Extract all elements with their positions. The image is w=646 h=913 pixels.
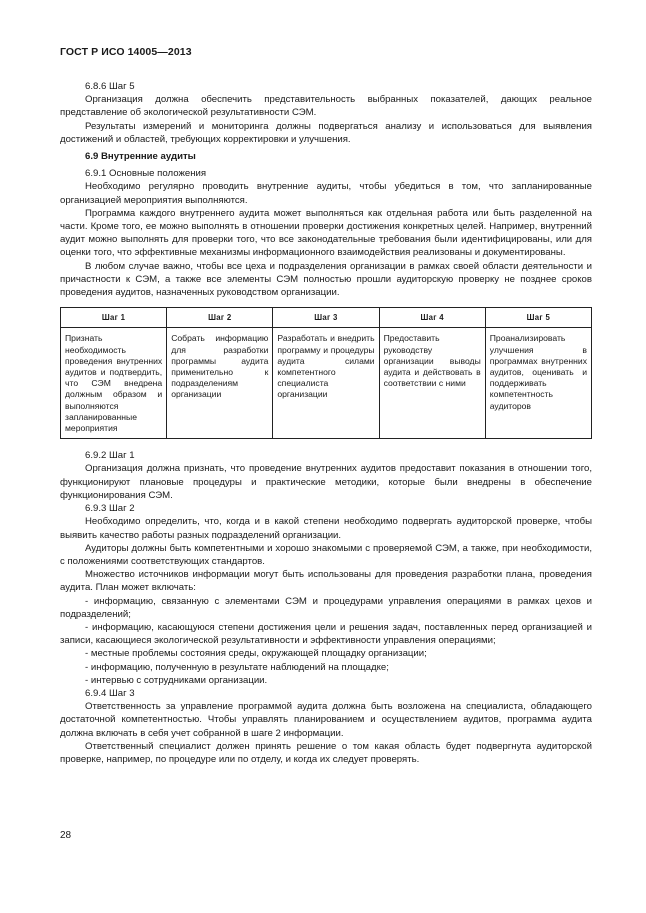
page-number: 28 <box>60 830 72 841</box>
table-cell-step-1: Признать необходимость проведения внутренних аудитов и подтвердить, что СЭМ внедрена должным образом и выполняются запланированные мероприятия <box>61 333 167 438</box>
list-item: - информацию, полученную в результате наблюдений на площадке; <box>85 661 389 673</box>
table-header-step-3: Шаг 3 <box>273 308 379 328</box>
list-item: - местные проблемы состояния среды, окружающей площадку организации; <box>85 648 427 660</box>
document-header: ГОСТ Р ИСО 14005—2013 <box>60 46 192 58</box>
list-item: - информацию, касающуюся степени достижения цели и решения задач, поставленных перед организацией и записи, касающиеся экологической результативности и эффективности управления операциями; <box>60 621 592 647</box>
section-6-8-6-heading: 6.8.6 Шаг 5 <box>85 81 135 92</box>
table-cell-step-2: Собрать информацию для разработки программы аудита применительно к подразделениям организации <box>167 333 273 438</box>
paragraph: Организация должна признать, что проведение внутренних аудитов предоставит показания в отношении того, функционируют плановые процедуры и практические методики, которые были внедрены в обеспечение функционирования СЭМ. <box>60 463 592 501</box>
list-item: - информацию, связанную с элементами СЭМ и процедурами управления операциями в рамках цехов и подразделений; <box>60 595 592 620</box>
audit-steps-table <box>60 307 592 439</box>
section-6-9-1-heading: 6.9.1 Основные положения <box>85 168 207 180</box>
paragraph: Программа каждого внутреннего аудита может выполняться как отдельная работа или быть разделенной на части. Кроме того, ее можно выполнять в отношении проверки достижения конкретных целей. Например, внутренний аудит можно выполнять для проверки того, что все законодательные требования были идентифицированы, или для оценки того, что эффективные механизмы информационного взаимодействия реализованы и документированы. <box>60 207 592 259</box>
section-6-9-4-heading: 6.9.4 Шаг 3 <box>85 687 135 699</box>
table-header-step-5: Шаг 5 <box>485 308 591 328</box>
list-item: - интервью с сотрудниками организации. <box>85 674 268 686</box>
paragraph: Организация должна обеспечить представительность выбранных показателей, дающих реальное представление об экологической результативности СЭМ. <box>60 94 592 119</box>
table-cell-step-4: Предоставить руководству организации выводы аудита и действовать в соответствии с ними <box>379 333 485 438</box>
paragraph: Необходимо регулярно проводить внутренние аудиты, чтобы убедиться в том, что запланированные организацией мероприятия выполняются. <box>60 181 592 206</box>
paragraph: Аудиторы должны быть компетентными и хорошо знакомыми с проверяемой СЭМ, а также, при необходимости, с положениями соответствующих стандартов. <box>60 542 592 567</box>
document-body <box>60 80 592 766</box>
table-row <box>61 333 592 438</box>
section-6-9-heading: 6.9 Внутренние аудиты <box>85 151 196 163</box>
paragraph: Необходимо определить, что, когда и в какой степени необходимо подвергать аудиторской проверке, чтобы выявить качество работы разных подразделений организации. <box>60 516 592 541</box>
table-header-step-4: Шаг 4 <box>379 308 485 328</box>
table-header-step-1: Шаг 1 <box>61 308 167 328</box>
paragraph: Множество источников информации могут быть использованы для проведения разработки плана, проведения аудита. План может включать: <box>60 569 592 594</box>
paragraph: Ответственный специалист должен принять решение о том какая область будет подвергнута аудиторской проверке, например, по процедуре или по отделу, и когда их следует проверять. <box>60 740 592 765</box>
section-6-9-3-heading: 6.9.3 Шаг 2 <box>85 503 135 515</box>
paragraph: В любом случае важно, чтобы все цеха и подразделения организации в рамках своей области деятельности и причастности к СЭМ, а также все элементы СЭМ полностью прошли аудиторскую проверку не позднее сроков проведения аудитов, назначенных руководством организации. <box>60 260 592 299</box>
table-cell-step-3: Разработать и внедрить программу и процедуры аудита силами компетентного специалиста организации <box>273 333 379 438</box>
table-cell-step-5: Проанализировать улучшения в программах внутренних аудитов, оценивать и поддерживать компетентность аудиторов <box>485 333 591 438</box>
paragraph: Ответственность за управление программой аудита должна быть возложена на специалиста, обладающего достаточной компетентностью. Чтобы управлять планированием и осуществлением аудитов, программа аудита должна включать в себя учет собранной в шаге 2 информации. <box>60 701 592 739</box>
section-6-9-2-heading: 6.9.2 Шаг 1 <box>85 450 135 462</box>
table-header-row <box>61 308 592 328</box>
table-header-step-2: Шаг 2 <box>167 308 273 328</box>
paragraph: Результаты измерений и мониторинга должны подвергаться анализу и использоваться для выявления достижений и областей, требующих корректировки и улучшения. <box>60 120 592 145</box>
